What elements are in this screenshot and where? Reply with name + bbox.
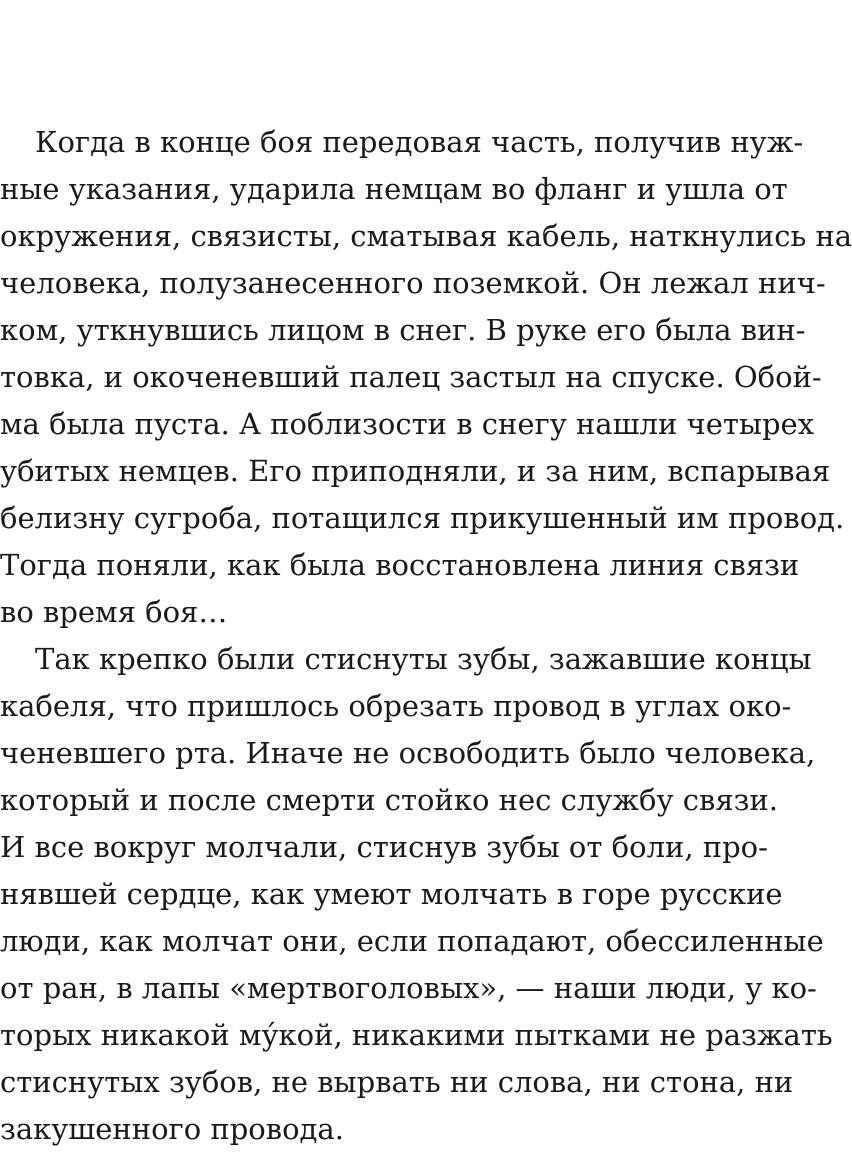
text-line: белизну сугроба, потащился прикушенный им провод. [0, 501, 845, 535]
text-line: который и после смерти стойко нес службу связи. [0, 783, 778, 817]
text-line: Тогда поняли, как была восстановлена линия связи [0, 548, 800, 582]
paragraph-1 [0, 119, 852, 636]
text-line: нявшей сердце, как умеют молчать в горе русские [0, 877, 783, 911]
text-line: товка, и окоченевший палец застыл на спуске. Обой- [0, 360, 822, 394]
text-line: убитых немцев. Его приподняли, и за ним, вспарывая [0, 454, 831, 488]
text-line: кабеля, что пришлось обрезать провод в углах око- [0, 689, 792, 723]
body-text [0, 119, 852, 1153]
paragraph-2 [0, 636, 833, 1153]
text-line: окружения, связисты, сматывая кабель, наткнулись на [0, 219, 852, 253]
text-line: И все вокруг молчали, стиснув зубы от боли, про- [0, 830, 768, 864]
text-line: человека, полузанесенного поземкой. Он лежал нич- [0, 266, 826, 300]
text-line: торых никакой му́кой, никакими пытками не разжать [0, 1018, 833, 1052]
text-line: закушенного провода. [0, 1112, 344, 1146]
text-line: люди, как молчат они, если попадают, обессиленные [0, 924, 824, 958]
text-line: Когда в конце боя передовая часть, получив нуж- [35, 125, 804, 159]
text-line: ма была пуста. А поблизости в снегу нашли четырех [0, 407, 815, 441]
text-line: стиснутых зубов, не вырвать ни слова, ни стона, ни [0, 1065, 794, 1099]
text-line: от ран, в лапы «мертвоголовых», — наши люди, у ко- [0, 971, 817, 1005]
text-line: ком, уткнувшись лицом в снег. В руке его была вин- [0, 313, 806, 347]
text-line: Так крепко были стиснуты зубы, зажавшие концы [35, 642, 812, 676]
text-line: ченевшего рта. Иначе не освободить было человека, [0, 736, 816, 770]
text-line: во время боя… [0, 595, 228, 629]
text-line: ные указания, ударила немцам во фланг и ушла от [0, 172, 788, 206]
